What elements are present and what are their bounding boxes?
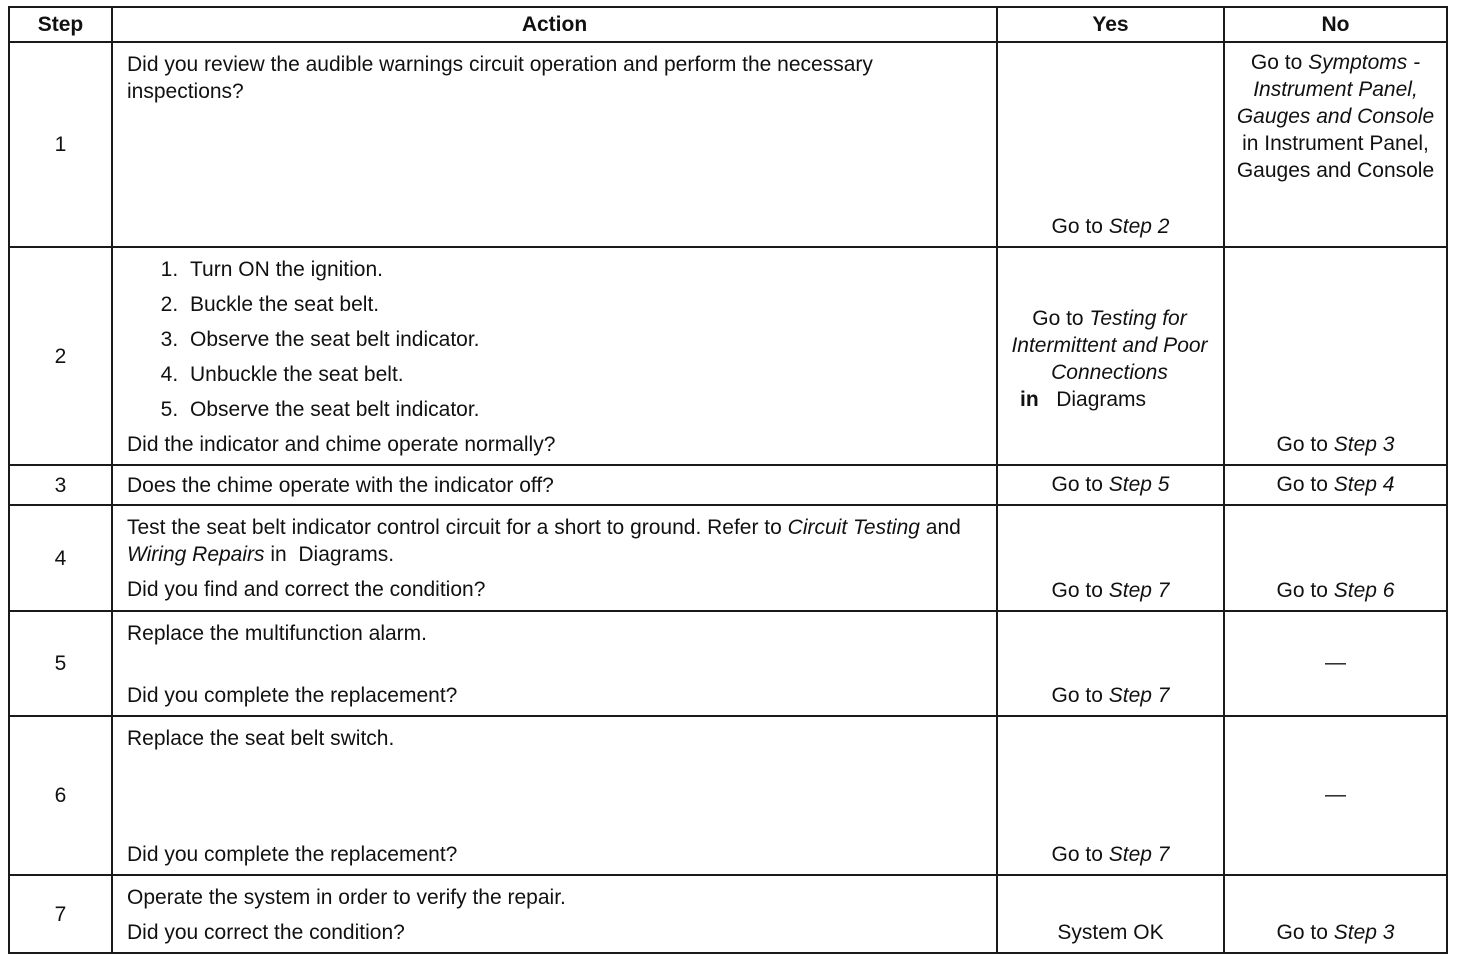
yes-cell — [997, 247, 1224, 465]
action-text: Operate the system in order to verify the repair. — [127, 886, 566, 909]
yes-cell: System OK — [997, 875, 1224, 953]
yes-link[interactable]: Step 5 — [1108, 472, 1170, 496]
yes-link[interactable]: Step 7 — [1108, 843, 1170, 866]
yes-prefix: Go to — [1051, 843, 1109, 866]
step-number: 4 — [9, 505, 112, 611]
yes-cell — [997, 42, 1224, 247]
no-prefix: Go to — [1276, 472, 1334, 496]
question-text: Did you find and correct the condition? — [127, 578, 486, 601]
action-in: in — [264, 543, 293, 566]
header-no: No — [1224, 7, 1447, 42]
action-cell — [112, 42, 997, 247]
table-row — [9, 611, 1447, 716]
yes-cell — [997, 611, 1224, 716]
no-prefix: Go to — [1276, 433, 1334, 456]
yes-cell — [997, 505, 1224, 611]
step-number: 2 — [9, 247, 112, 465]
header-action: Action — [112, 7, 997, 42]
procedure-list — [127, 256, 982, 423]
yes-prefix: Go to — [1032, 307, 1090, 330]
table-row — [9, 247, 1447, 465]
list-item: 2. Buckle the seat belt. — [184, 291, 982, 318]
wiring-repairs-link[interactable]: Wiring Repairs — [127, 543, 265, 566]
yes-link[interactable]: Step 2 — [1108, 215, 1170, 238]
action-cell — [112, 505, 997, 611]
action-cell — [112, 247, 997, 465]
action-cell — [112, 875, 997, 953]
header-step: Step — [9, 7, 112, 42]
step-number: 6 — [9, 716, 112, 875]
no-link[interactable]: Symptoms - Instrument Panel, Gauges and Console — [1236, 51, 1435, 128]
yes-prefix: Go to — [1051, 684, 1109, 707]
no-cell: — — [1224, 611, 1447, 716]
action-and: and — [919, 516, 961, 539]
step-number: 5 — [9, 611, 112, 716]
action-suffix: Diagrams. — [298, 543, 395, 566]
no-link[interactable]: Step 3 — [1333, 921, 1395, 944]
list-item: 3. Observe the seat belt indicator. — [184, 326, 982, 353]
question-text: Did you complete the replacement? — [127, 843, 458, 866]
table-row — [9, 716, 1447, 875]
no-suffix: in Instrument Panel, Gauges and Console — [1236, 132, 1435, 182]
yes-suffix: Diagrams — [1056, 388, 1147, 411]
action-prefix: Test the seat belt indicator control circuit for a short to ground. Refer to — [127, 516, 788, 539]
no-prefix: Go to — [1276, 579, 1334, 602]
action-cell — [112, 465, 997, 505]
list-item: 1. Turn ON the ignition. — [184, 256, 982, 283]
diagnostic-table — [8, 6, 1448, 954]
no-prefix: Go to — [1276, 921, 1334, 944]
question-text: Did you complete the replacement? — [127, 684, 458, 707]
action-text: Replace the multifunction alarm. — [127, 622, 427, 645]
yes-prefix: Go to — [1051, 472, 1109, 496]
no-link[interactable]: Step 4 — [1333, 472, 1395, 496]
step-number: 7 — [9, 875, 112, 953]
action-text — [127, 514, 982, 568]
no-cell — [1224, 42, 1447, 247]
header-yes: Yes — [997, 7, 1224, 42]
step-number: 1 — [9, 42, 112, 247]
list-item: 4. Unbuckle the seat belt. — [184, 361, 982, 388]
table-row — [9, 875, 1447, 953]
step-number: 3 — [9, 465, 112, 505]
action-text: Did you review the audible warnings circuit operation and perform the necessary inspections? — [127, 53, 873, 103]
no-link[interactable]: Step 6 — [1333, 579, 1395, 602]
yes-link[interactable]: Testing for Intermittent and Poor Connections — [1011, 307, 1208, 384]
yes-in-word: in — [1020, 388, 1039, 411]
circuit-testing-link[interactable]: Circuit Testing — [787, 516, 920, 539]
header-row — [9, 7, 1447, 42]
no-cell — [1224, 247, 1447, 465]
no-cell — [1224, 505, 1447, 611]
no-cell: — — [1224, 716, 1447, 875]
yes-link[interactable]: Step 7 — [1108, 579, 1170, 602]
no-cell — [1224, 875, 1447, 953]
yes-prefix: Go to — [1051, 579, 1109, 602]
table-row — [9, 465, 1447, 505]
action-text: Does the chime operate with the indicator off? — [127, 474, 554, 497]
action-cell — [112, 716, 997, 875]
question-text: Did you correct the condition? — [127, 921, 405, 944]
table-row — [9, 42, 1447, 247]
yes-prefix: Go to — [1051, 215, 1109, 238]
question-text: Did the indicator and chime operate normally? — [127, 433, 556, 456]
no-link[interactable]: Step 3 — [1333, 433, 1395, 456]
action-text: Replace the seat belt switch. — [127, 727, 395, 750]
action-cell — [112, 611, 997, 716]
yes-cell — [997, 716, 1224, 875]
list-item: 5. Observe the seat belt indicator. — [184, 396, 982, 423]
yes-link[interactable]: Step 7 — [1108, 684, 1170, 707]
no-cell — [1224, 465, 1447, 505]
yes-cell — [997, 465, 1224, 505]
no-prefix: Go to — [1250, 51, 1309, 74]
table-row — [9, 505, 1447, 611]
